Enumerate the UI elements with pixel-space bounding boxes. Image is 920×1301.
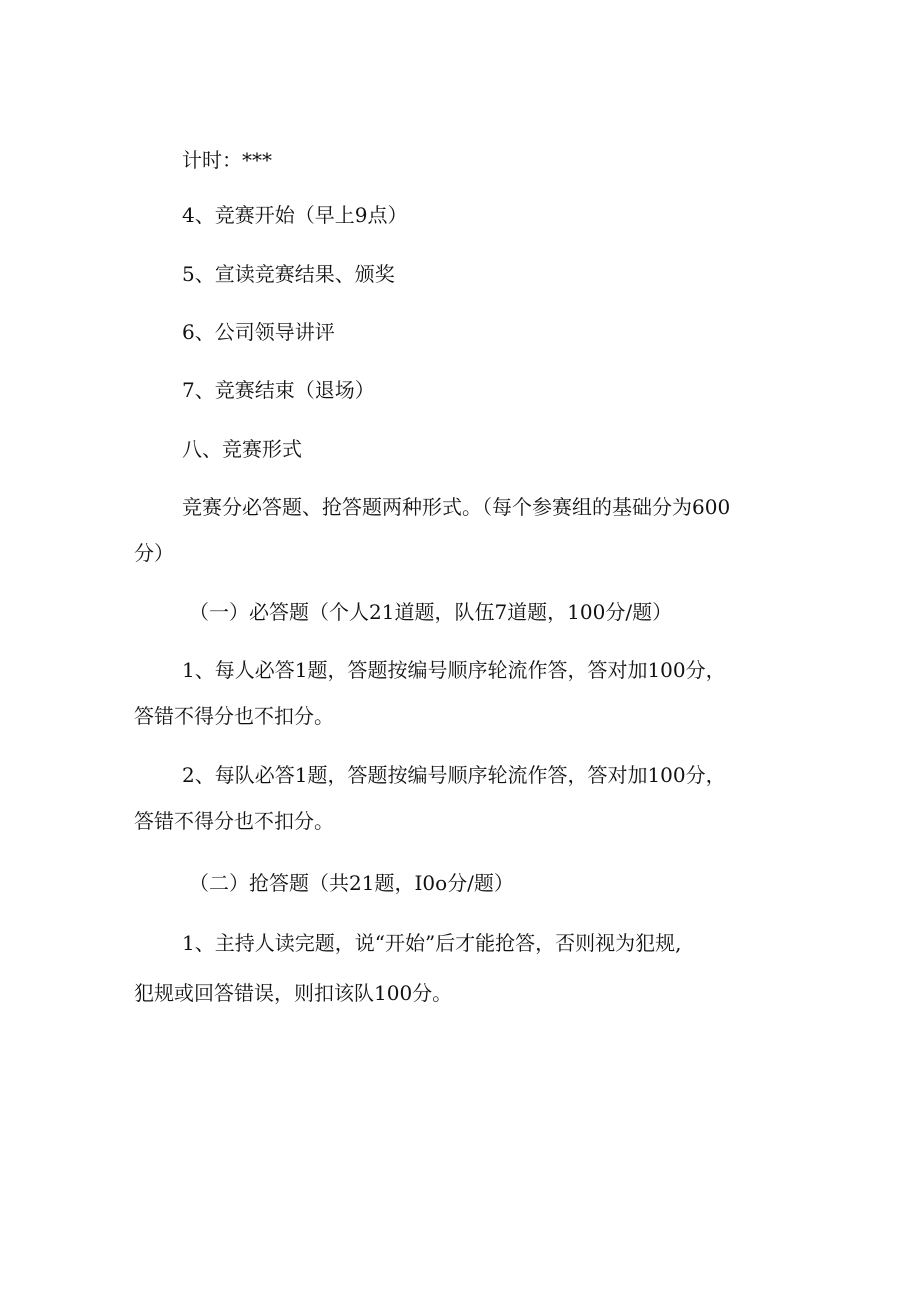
text-line-timer: 计时：***: [182, 148, 272, 172]
paragraph-line: 2、每队必答1题，答题按编号顺序轮流作答，答对加100分，: [182, 763, 726, 787]
paragraph-line: 竞赛分必答题、抢答题两种形式。（每个参赛组的基础分为600: [182, 495, 731, 519]
paragraph-line: 犯规或回答错误，则扣该队100分。: [134, 981, 453, 1005]
subsection-heading: （一）必答题（个人21道题，队伍7道题，100分/题）: [189, 600, 673, 624]
subsection-heading: （二）抢答题（共21题，I0o分/题）: [189, 871, 514, 895]
paragraph-line: 1、每人必答1题，答题按编号顺序轮流作答，答对加100分，: [182, 658, 726, 682]
text-line-item-4: 4、竞赛开始（早上9点）: [182, 203, 408, 227]
text-line-item-5: 5、宣读竞赛结果、颁奖: [182, 262, 395, 286]
paragraph-line: 分）: [134, 541, 174, 565]
text-line-item-7: 7、竞赛结束（退场）: [182, 378, 375, 402]
paragraph-line: 答错不得分也不扣分。: [134, 809, 334, 833]
text-line-item-6: 6、公司领导讲评: [182, 320, 335, 344]
paragraph-line: 1、主持人读完题，说“开始”后才能抢答，否则视为犯规,: [182, 931, 682, 955]
section-heading: 八、竞赛形式: [182, 437, 302, 461]
paragraph-line: 答错不得分也不扣分。: [134, 704, 334, 728]
